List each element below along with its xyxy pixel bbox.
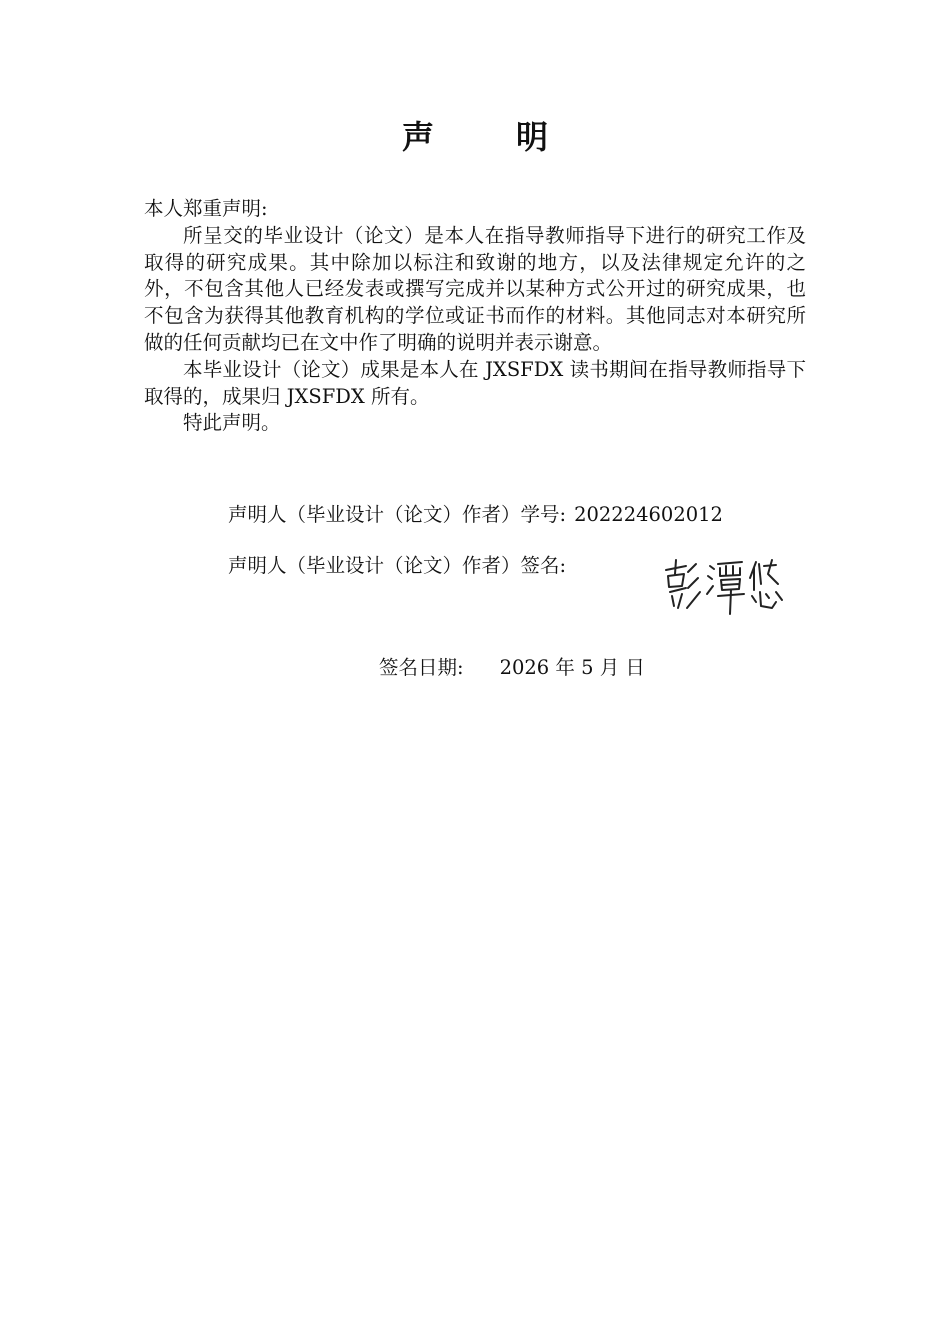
- declaration-body: [144, 196, 806, 437]
- page-title: [0, 112, 950, 158]
- date-line: [379, 655, 645, 681]
- student-id-value: 202224602012: [574, 503, 723, 526]
- signature-line: [228, 553, 566, 579]
- handwritten-signature: [660, 556, 785, 616]
- date-value: 2026 年 5 月 日: [499, 656, 645, 679]
- date-label: 签名日期:: [379, 656, 464, 679]
- title-char-1: 声: [401, 118, 434, 156]
- student-id-line: [228, 502, 723, 528]
- intro-line: 本人郑重声明:: [144, 197, 268, 220]
- signature-label: 声明人（毕业设计（论文）作者）签名:: [228, 554, 567, 577]
- student-id-label: 声明人（毕业设计（论文）作者）学号:: [228, 503, 567, 526]
- closing-line: 特此声明。: [183, 411, 281, 435]
- paragraph-ownership: 本毕业设计（论文）成果是本人在 JXSFDX 读书期间在指导教师指导下取得的，成果归 JXSFDX 所有。: [144, 357, 806, 408]
- paragraph-originality: 所呈交的毕业设计（论文）是本人在指导教师指导下进行的研究工作及取得的研究成果。其中除加以标注和致谢的地方，以及法律规定允许的之外，不包含其他人已经发表或撰写完成并以某种方式公开过的研究成果，也不包含为获得其他教育机构的学位或证书而作的材料。其他同志对本研究所做的任何贡献均已在文中作了明确的说明并表示谢意。: [144, 223, 806, 354]
- title-char-2: 明: [516, 118, 549, 156]
